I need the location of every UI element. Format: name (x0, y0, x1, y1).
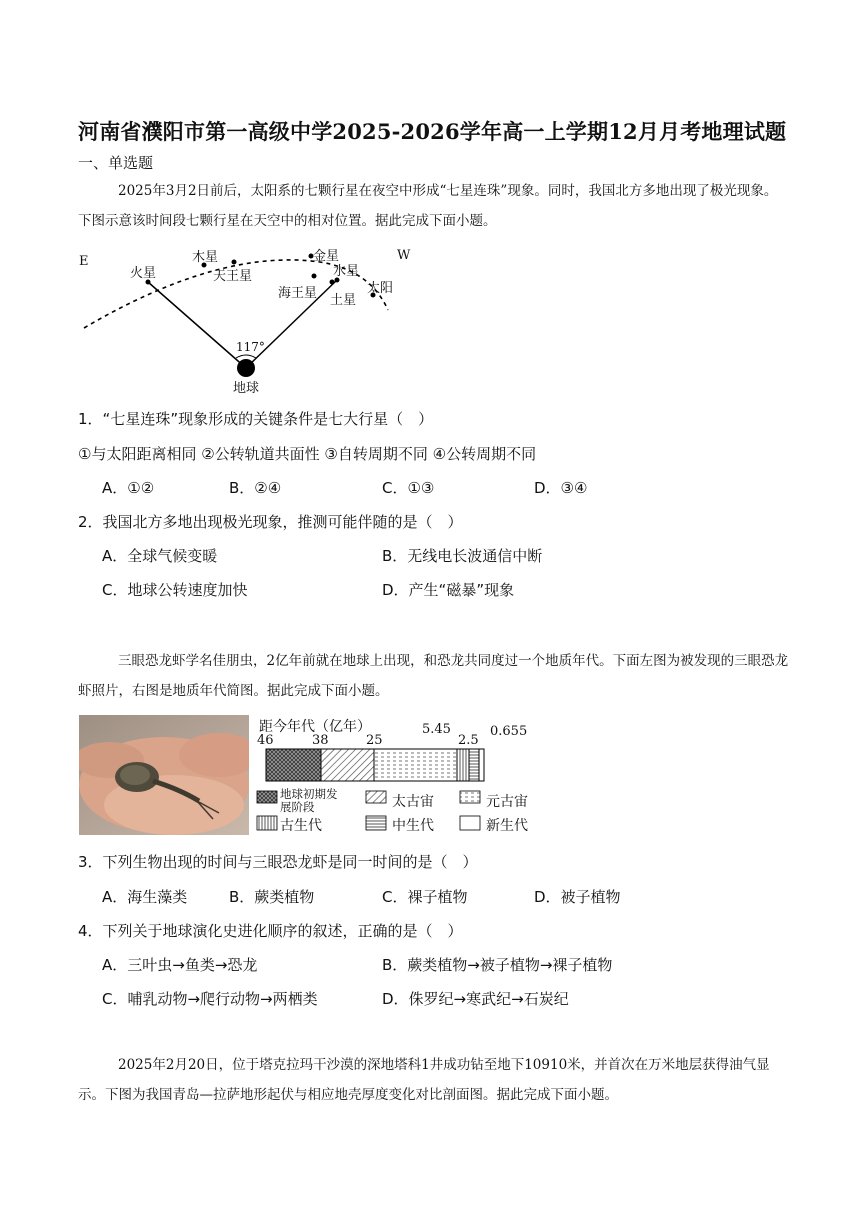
passage-1: 2025年3月2日前后，太阳系的七颗行星在夜空中形成“七星连珠”现象。同时，我国北方多地出现了极光现象。下图示意该时间段七颗行星在天空中的相对位置。据此完成下面小题。 (78, 183, 778, 229)
q1-option-b[interactable]: B．②④ (229, 479, 282, 497)
band-early-earth (266, 749, 321, 781)
legend-cenozoic: 新生代 (486, 818, 528, 834)
band-archean (321, 749, 374, 781)
neptune-label: 海王星 (278, 286, 318, 301)
legend-proterozoic: 元古宙 (486, 794, 528, 810)
mars-label: 火星 (130, 266, 157, 281)
band-mesozoic (469, 749, 479, 781)
legend-paleozoic: 古生代 (280, 818, 322, 834)
neptune-dot (312, 274, 317, 279)
q4-option-d[interactable]: D．侏罗纪→寒武纪→石炭纪 (382, 990, 569, 1008)
q3-option-a[interactable]: A．海生藻类 (102, 888, 188, 906)
venus-label: 金星 (313, 249, 340, 264)
legend-archean: 太古宙 (392, 794, 434, 810)
q2-option-c[interactable]: C．地球公转速度加快 (102, 581, 248, 599)
question-4: 4．下列关于地球演化史进化顺序的叙述，正确的是（ ） (78, 922, 463, 940)
question-2: 2．我国北方多地出现极光现象，推测可能伴随的是（ ） (78, 513, 463, 531)
tick-0-655: 0.655 (490, 724, 528, 739)
saturn-dot (330, 280, 335, 285)
q2-option-b[interactable]: B．无线电长波通信中断 (382, 547, 543, 565)
passage-2: 三眼恐龙虾学名佳朋虫，2亿年前就在地球上出现，和恐龙共同度过一个地质年代。下面左图为被发现的三眼恐龙虾照片，右图是地质年代简图。据此完成下面小题。 (78, 653, 789, 699)
q4-option-c[interactable]: C．哺乳动物→爬行动物→两栖类 (102, 990, 318, 1008)
question-1: 1．“七星连珠”现象形成的关键条件是七大行星（ ） (78, 410, 434, 428)
section-heading: 一、单选题 (78, 154, 154, 172)
q4-option-a[interactable]: A．三叶虫→鱼类→恐龙 (102, 956, 258, 974)
east-label: E (79, 254, 89, 269)
line-to-mars (148, 282, 246, 368)
page-title: 河南省濮阳市第一高级中学2025-2026学年高一上学期12月月考地理试题 (78, 119, 787, 144)
legend-early-earth: 地球初期发展阶段 (280, 787, 338, 814)
mercury-label: 水星 (333, 264, 360, 279)
tick-2-5: 2.5 (458, 733, 479, 748)
legend-mesozoic: 中生代 (392, 818, 434, 834)
planet-alignment-diagram (70, 240, 430, 400)
sun-label: 太阳 (367, 281, 394, 296)
earth-marker (237, 359, 255, 377)
band-proterozoic (374, 749, 457, 781)
q3-option-c[interactable]: C．裸子植物 (382, 888, 468, 906)
question-1-statements: ①与太阳距离相同 ②公转轨道共面性 ③自转周期不同 ④公转周期不同 (78, 445, 537, 463)
tick-46: 46 (257, 733, 274, 748)
q3-option-b[interactable]: B．蕨类植物 (229, 888, 315, 906)
q2-option-d[interactable]: D．产生“磁暴”现象 (382, 581, 515, 599)
passage-3: 2025年2月20日，位于塔克拉玛干沙漠的深地塔科1井成功钻至地下10910米，并首次在万米地层获得油气显示。下图为我国青岛—拉萨地形起伏与相应地壳厚度变化对比剖面图。据此完成下面小题。 (78, 1057, 770, 1103)
q1-option-d[interactable]: D．③④ (534, 479, 588, 497)
band-cenozoic (479, 749, 484, 781)
earth-label: 地球 (233, 381, 260, 396)
triops-photo (79, 715, 249, 835)
q1-option-c[interactable]: C．①③ (382, 479, 435, 497)
west-label: W (397, 248, 411, 263)
jupiter-label: 木星 (192, 250, 219, 265)
question-3: 3．下列生物出现的时间与三眼恐龙虾是同一时间的是（ ） (78, 853, 478, 871)
q3-option-d[interactable]: D．被子植物 (534, 888, 621, 906)
uranus-label: 天王星 (213, 269, 253, 284)
angle-label: 117° (236, 340, 265, 354)
q1-option-a[interactable]: A．①② (102, 479, 155, 497)
q2-option-a[interactable]: A．全球气候变暖 (102, 547, 218, 565)
q4-option-b[interactable]: B．蕨类植物→被子植物→裸子植物 (382, 956, 613, 974)
saturn-label: 土星 (330, 293, 357, 308)
uranus-dot (232, 260, 237, 265)
tick-38: 38 (312, 733, 329, 748)
band-paleozoic (457, 749, 469, 781)
tick-25: 25 (366, 733, 383, 748)
timeline-axis-title: 距今年代（亿年） (259, 719, 371, 735)
tick-5-45: 5.45 (422, 722, 451, 737)
